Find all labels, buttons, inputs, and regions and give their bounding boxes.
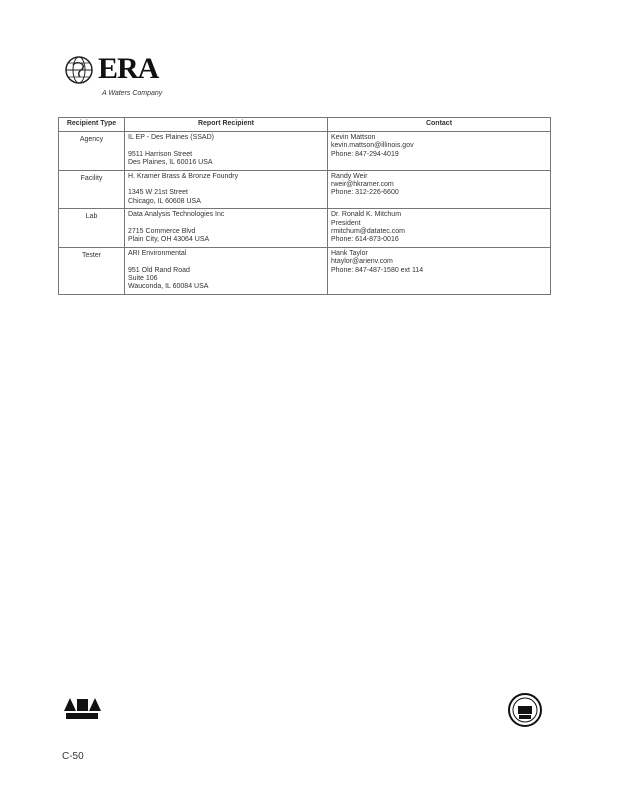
report-recipient-cell (125, 209, 328, 248)
report-recipient-cell (125, 132, 328, 171)
contact-cell (328, 132, 551, 171)
recipient-line: Data Analysis Technologies Inc (128, 211, 225, 219)
contact-line: rmitchum@datatec.com (331, 228, 406, 236)
table-row (59, 132, 551, 171)
recipient-type-cell: Lab (59, 209, 125, 248)
era-logo (64, 52, 194, 102)
recipient-line: Chicago, IL 60608 USA (128, 197, 201, 205)
contact-line: Randy Weir (331, 172, 368, 180)
recipient-line: Suite 106 (128, 275, 158, 283)
column-header-contact: Contact (328, 118, 551, 132)
table-row (59, 247, 551, 294)
page-number: C-50 (62, 751, 84, 762)
table-body (59, 132, 551, 295)
brand-name: ERA (98, 52, 159, 85)
contact-cell (328, 247, 551, 294)
contact-line: Hank Taylor (331, 249, 368, 257)
table-header-row (59, 118, 551, 132)
contact-line: Phone: 614-873-0016 (331, 236, 399, 244)
contact-line: President (331, 219, 361, 227)
recipient-line: 951 Old Rand Road (128, 266, 190, 274)
recipient-line: 9511 Harrison Street (128, 150, 193, 158)
contact-cell (328, 170, 551, 209)
ela-seal-logo (62, 694, 102, 720)
contact-line: Phone: 847-294-4019 (331, 150, 399, 158)
recipient-line (128, 220, 324, 228)
recipient-line: Plain City, OH 43064 USA (128, 236, 210, 244)
recipient-line: Des Plaines, IL 60016 USA (128, 159, 213, 167)
column-header-recipient-type: Recipient Type (59, 118, 125, 132)
contact-line: Phone: 312-226-6600 (331, 189, 399, 197)
column-header-report-recipient: Report Recipient (125, 118, 328, 132)
globe-icon (64, 55, 94, 85)
recipient-line: Wauconda, IL 60084 USA (128, 283, 209, 291)
contact-line: kevin.mattson@illinois.gov (331, 142, 414, 150)
recipient-type-cell: Tester (59, 247, 125, 294)
table-row (59, 170, 551, 209)
accreditation-seal-logo (507, 692, 543, 728)
recipient-line: 2715 Commerce Blvd (128, 228, 196, 236)
table-row (59, 209, 551, 248)
recipient-line (128, 181, 324, 189)
contact-line: rweir@hkramer.com (331, 181, 394, 189)
recipient-type-cell: Agency (59, 132, 125, 171)
recipient-line (128, 142, 324, 150)
recipient-type-cell: Facility (59, 170, 125, 209)
recipient-line (128, 258, 324, 266)
recipient-line: H. Kramer Brass & Bronze Foundry (128, 172, 239, 180)
contact-line: Phone: 847-487-1580 ext 114 (331, 266, 424, 274)
contact-line: Kevin Mattson (331, 134, 376, 141)
recipient-line: IL EP - Des Plaines (SSAD) (128, 134, 214, 141)
contact-cell (328, 209, 551, 248)
report-recipients-table (58, 117, 551, 295)
report-recipient-cell (125, 170, 328, 209)
report-recipient-cell (125, 247, 328, 294)
brand-tagline: A Waters Company (102, 90, 163, 97)
contact-line: htaylor@arienv.com (331, 258, 393, 266)
contact-line: Dr. Ronald K. Mitchum (331, 211, 402, 219)
recipient-line: ARI Environmental (128, 249, 187, 257)
recipient-line: 1345 W 21st Street (128, 189, 188, 197)
